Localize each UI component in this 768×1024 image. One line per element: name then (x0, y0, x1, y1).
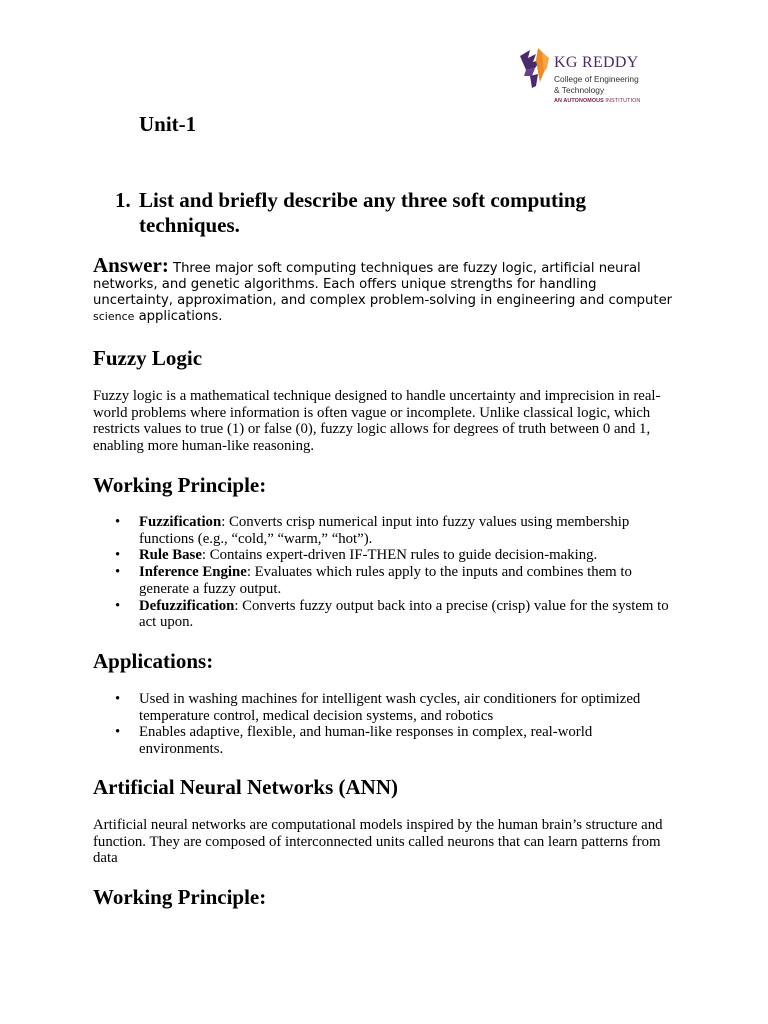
list-item (93, 514, 673, 547)
bullet: • (115, 547, 121, 564)
logo-tagline-part2: INSTITUTION (603, 98, 641, 104)
fuzzy-logic-heading: Fuzzy Logic (93, 346, 203, 370)
list-item-text: Used in washing machines for intelligent wash cycles, air conditioners for optimized temperature control, medical decision systems, and robotics (139, 691, 641, 724)
list-item-term: Fuzzification (139, 514, 222, 530)
fuzzy-applications-heading: Applications: (93, 649, 214, 673)
question-number: 1. (115, 188, 131, 212)
logo-subtitle-line1: College of Engineering (554, 74, 639, 84)
question-text: List and briefly describe any three soft computing techniques. (139, 188, 587, 237)
logo-tagline (554, 98, 640, 104)
eagle-logo-icon (516, 46, 552, 90)
list-item-desc: : Contains expert-driven IF-THEN rules to guide decision-making. (201, 547, 598, 564)
answer-small-word: science (93, 310, 135, 323)
list-item-text: Enables adaptive, flexible, and human-like responses in complex, real-world environments. (139, 724, 593, 758)
fuzzy-logic-paragraph: Fuzzy logic is a mathematical technique designed to handle uncertainty and imprecision in real-world problems where information is often vague or incomplete. Unlike classical logic, which restricts values to true (1) or false (0), fuzzy logic allows for degrees of truth between 0 and 1, enabling more human-like reasoning. (93, 388, 661, 455)
bullet: • (115, 724, 121, 741)
fuzzy-working-list (93, 514, 673, 631)
list-item-term: Inference Engine (139, 564, 247, 581)
bullet: • (115, 597, 121, 614)
college-logo (516, 46, 646, 110)
fuzzy-applications-list (93, 691, 673, 758)
fuzzy-working-heading: Working Principle: (93, 473, 267, 497)
list-item-term: Rule Base (139, 547, 202, 564)
answer-label: Answer: (93, 253, 169, 277)
list-item (93, 547, 673, 564)
question (115, 188, 675, 238)
bullet: • (115, 564, 121, 581)
ann-heading: Artificial Neural Networks (ANN) (93, 775, 399, 799)
ann-working-heading: Working Principle: (93, 885, 267, 909)
logo-tagline-part1: AN AUTONOMOUS (554, 98, 604, 104)
list-item-desc: : Evaluates which rules apply to the inputs and combines them to generate a fuzzy output. (139, 564, 632, 597)
bullet: • (115, 691, 121, 707)
list-item-desc: : Converts fuzzy output back into a precise (crisp) value for the system to act upon. (139, 597, 669, 631)
bullet: • (115, 514, 121, 530)
answer-paragraph (93, 253, 673, 325)
list-item (93, 724, 673, 757)
unit-title: Unit-1 (139, 112, 197, 136)
list-item (93, 691, 673, 724)
list-item-desc: : Converts crisp numerical input into fuzzy values using membership functions (e.g., “cold,” “warm,” “hot”). (139, 514, 630, 547)
list-item (93, 564, 673, 597)
list-item-term: Defuzzification (139, 597, 235, 614)
list-item (93, 598, 673, 631)
logo-subtitle-line2: & Technology (554, 85, 605, 95)
answer-text-before: Three major soft computing techniques are fuzzy logic, artificial neural networks, and genetic algorithms. Each offers unique strengths for handling uncertainty, approximation, and complex problem-solving in engineering and computer (93, 261, 673, 308)
answer-text-after: applications. (134, 309, 223, 324)
logo-name: KG REDDY (554, 54, 639, 71)
ann-paragraph: Artificial neural networks are computational models inspired by the human brain’s structure and function. They are composed of interconnected units called neurons that can learn patterns from data (93, 817, 663, 867)
